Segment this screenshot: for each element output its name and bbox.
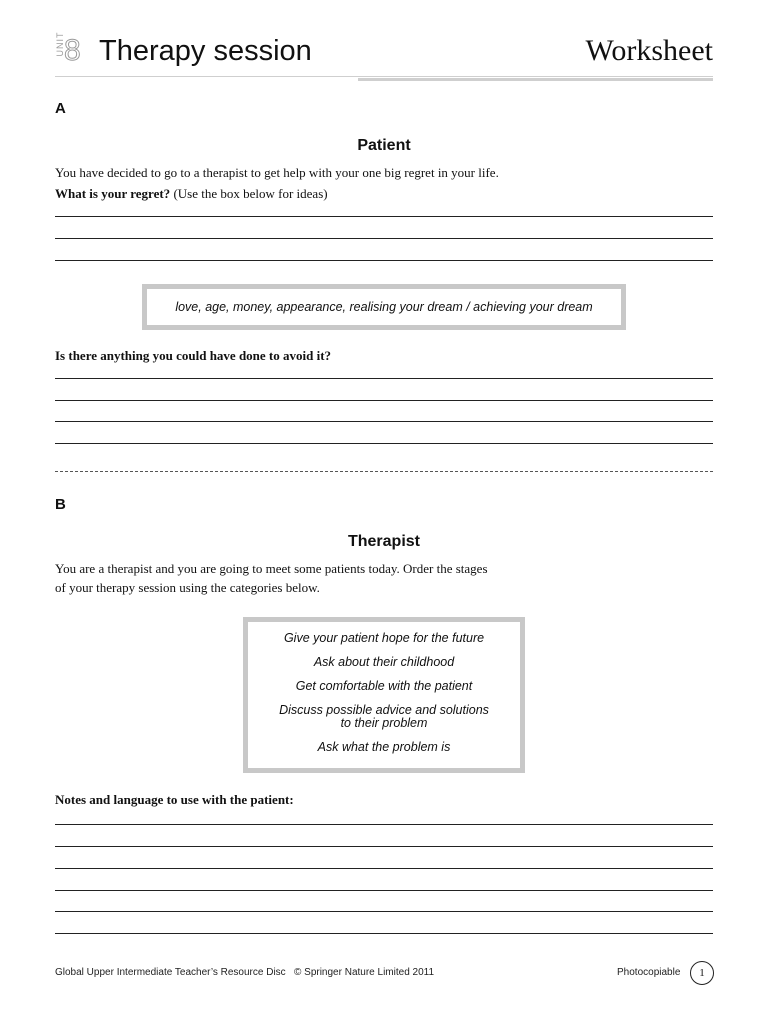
worksheet-label: Worksheet bbox=[585, 34, 713, 67]
footer-credit: Global Upper Intermediate Teacher’s Resource Disc © Springer Nature Limited 2011 bbox=[55, 967, 435, 978]
notes-line[interactable] bbox=[55, 890, 713, 891]
unit-number: 8 bbox=[64, 34, 81, 67]
section-a-intro: You have decided to go to a therapist to get help with your one big regret in your life. bbox=[55, 165, 499, 180]
regret-question-hint: (Use the box below for ideas) bbox=[170, 186, 328, 201]
stage-item: Discuss possible advice and solutions to their problem bbox=[279, 703, 489, 730]
answer-line[interactable] bbox=[55, 238, 713, 239]
regret-question-bold: What is your regret? bbox=[55, 186, 171, 201]
page-number: 1 bbox=[690, 961, 714, 985]
notes-line[interactable] bbox=[55, 911, 713, 912]
answer-line[interactable] bbox=[55, 443, 713, 444]
section-a-question bbox=[55, 184, 328, 203]
stage-item: Get comfortable with the patient bbox=[295, 679, 473, 693]
notes-line[interactable] bbox=[55, 824, 713, 825]
notes-line[interactable] bbox=[55, 846, 713, 847]
section-b-letter: B bbox=[55, 496, 66, 513]
answer-line[interactable] bbox=[55, 260, 713, 261]
stages-box bbox=[243, 617, 525, 773]
section-b-intro-line2: of your therapy session using the categories below. bbox=[55, 580, 320, 595]
header-divider-accent bbox=[358, 78, 713, 81]
ideas-text: love, age, money, appearance, realising your dream / achieving your dream bbox=[175, 300, 593, 314]
ideas-box bbox=[142, 284, 626, 330]
cut-line bbox=[55, 471, 713, 472]
answer-line[interactable] bbox=[55, 400, 713, 401]
section-a-letter: A bbox=[55, 100, 66, 117]
stage-item: Give your patient hope for the future bbox=[283, 631, 485, 645]
answer-line[interactable] bbox=[55, 421, 713, 422]
section-b-heading: Therapist bbox=[347, 533, 420, 550]
answer-line[interactable] bbox=[55, 378, 713, 379]
notes-label: Notes and language to use with the patient: bbox=[55, 792, 294, 807]
section-a-heading: Patient bbox=[357, 137, 411, 154]
photocopiable-label: Photocopiable bbox=[617, 967, 681, 978]
avoid-question: Is there anything you could have done to avoid it? bbox=[55, 348, 332, 363]
unit-label: UNIT bbox=[55, 31, 65, 57]
stage-item: Ask about their childhood bbox=[313, 655, 455, 669]
notes-line[interactable] bbox=[55, 933, 713, 934]
page-title: Therapy session bbox=[99, 35, 312, 67]
header-divider bbox=[55, 76, 713, 77]
section-b-intro-line1: You are a therapist and you are going to meet some patients today. Order the stages bbox=[55, 561, 488, 576]
notes-line[interactable] bbox=[55, 868, 713, 869]
stage-item: Ask what the problem is bbox=[317, 740, 451, 754]
answer-line[interactable] bbox=[55, 216, 713, 217]
